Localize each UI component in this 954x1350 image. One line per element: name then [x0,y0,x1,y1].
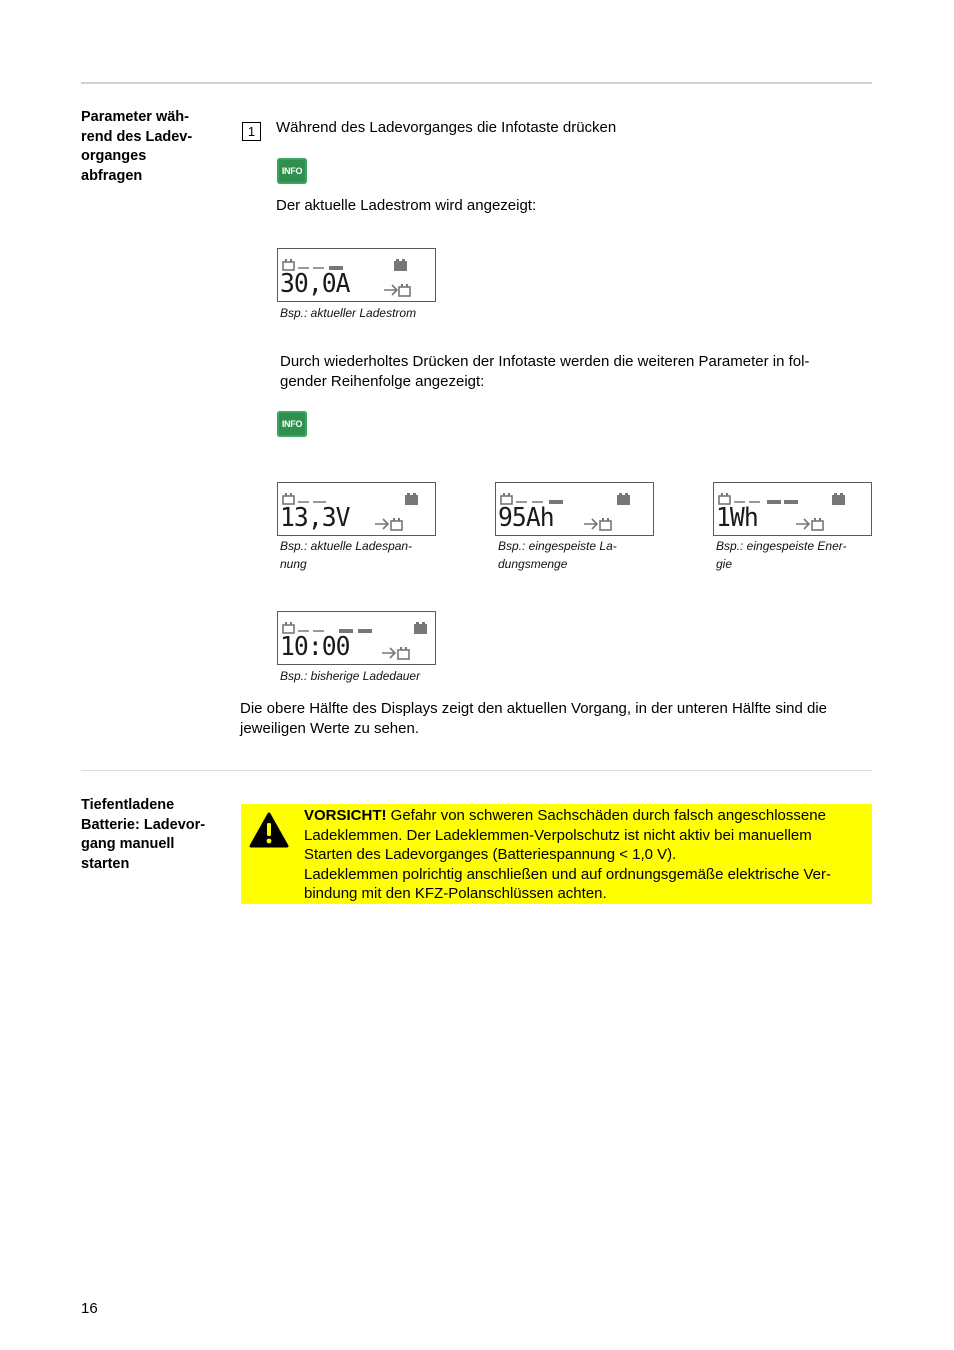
step-number: 1 [242,122,261,141]
info-button-icon: INFO [277,411,307,437]
warning-text [304,806,870,904]
step-instruction: Während des Ladevorganges die Infotaste drücken [276,119,617,136]
lcd-value: 13,3V [280,503,350,533]
warning-box [241,804,872,904]
section-divider [81,770,872,771]
warning-triangle-icon [249,812,289,848]
top-divider [81,82,872,84]
lcd-display-energy [713,482,872,536]
caption-duration: Bsp.: bisherige Ladedauer [280,669,421,683]
warning-label: VORSICHT! [304,807,387,824]
lcd-value: 1Wh [716,503,758,533]
warning-body: Gefahr von schweren Sachschäden durch falsch angeschlossene Ladeklemmen. Der Ladeklemmen-Verpolschutz ist nicht aktiv bei manuellem Starten des Ladevorganges (Batteriespannung < 1,0 V). Ladeklemmen polrichtig anschließen und auf ordnungsgemäße elektrische Ver- bindung mit den KFZ-Polanschlüssen achten. [304,807,831,902]
lcd-value: 95Ah [498,503,554,533]
lcd-value: 30,0A [280,269,350,299]
lcd-display-voltage [277,482,436,536]
caption-current: Bsp.: aktueller Ladestrom [280,306,417,320]
page-number: 16 [81,1300,98,1317]
info-button-icon: INFO [277,158,307,184]
caption-charge: Bsp.: eingespeiste La- dungsmenge [498,539,617,571]
summary-text: Die obere Hälfte des Displays zeigt den aktuellen Vorgang, in der unteren Hälfte sind die jeweiligen Werte zu sehen. [240,700,828,737]
lcd-value: 10:00 [280,632,350,662]
section-heading-parameter: Parameter wäh- rend des Ladev- organges abfragen [81,109,193,184]
lcd-display-duration [277,611,436,665]
caption-voltage: Bsp.: aktuelle Ladespan- nung [280,539,413,571]
lcd-display-current [277,248,436,302]
repeat-press-text: Durch wiederholtes Drücken der Infotaste werden die weiteren Parameter in fol- gender Reihenfolge angezeigt: [280,353,810,390]
current-display-text: Der aktuelle Ladestrom wird angezeigt: [276,197,537,214]
caption-energy: Bsp.: eingespeiste Ener- gie [716,539,847,571]
lcd-display-charge [495,482,654,536]
section-heading-deep-discharge: Tiefentladene Batterie: Ladevor- gang manuell starten [81,797,206,872]
